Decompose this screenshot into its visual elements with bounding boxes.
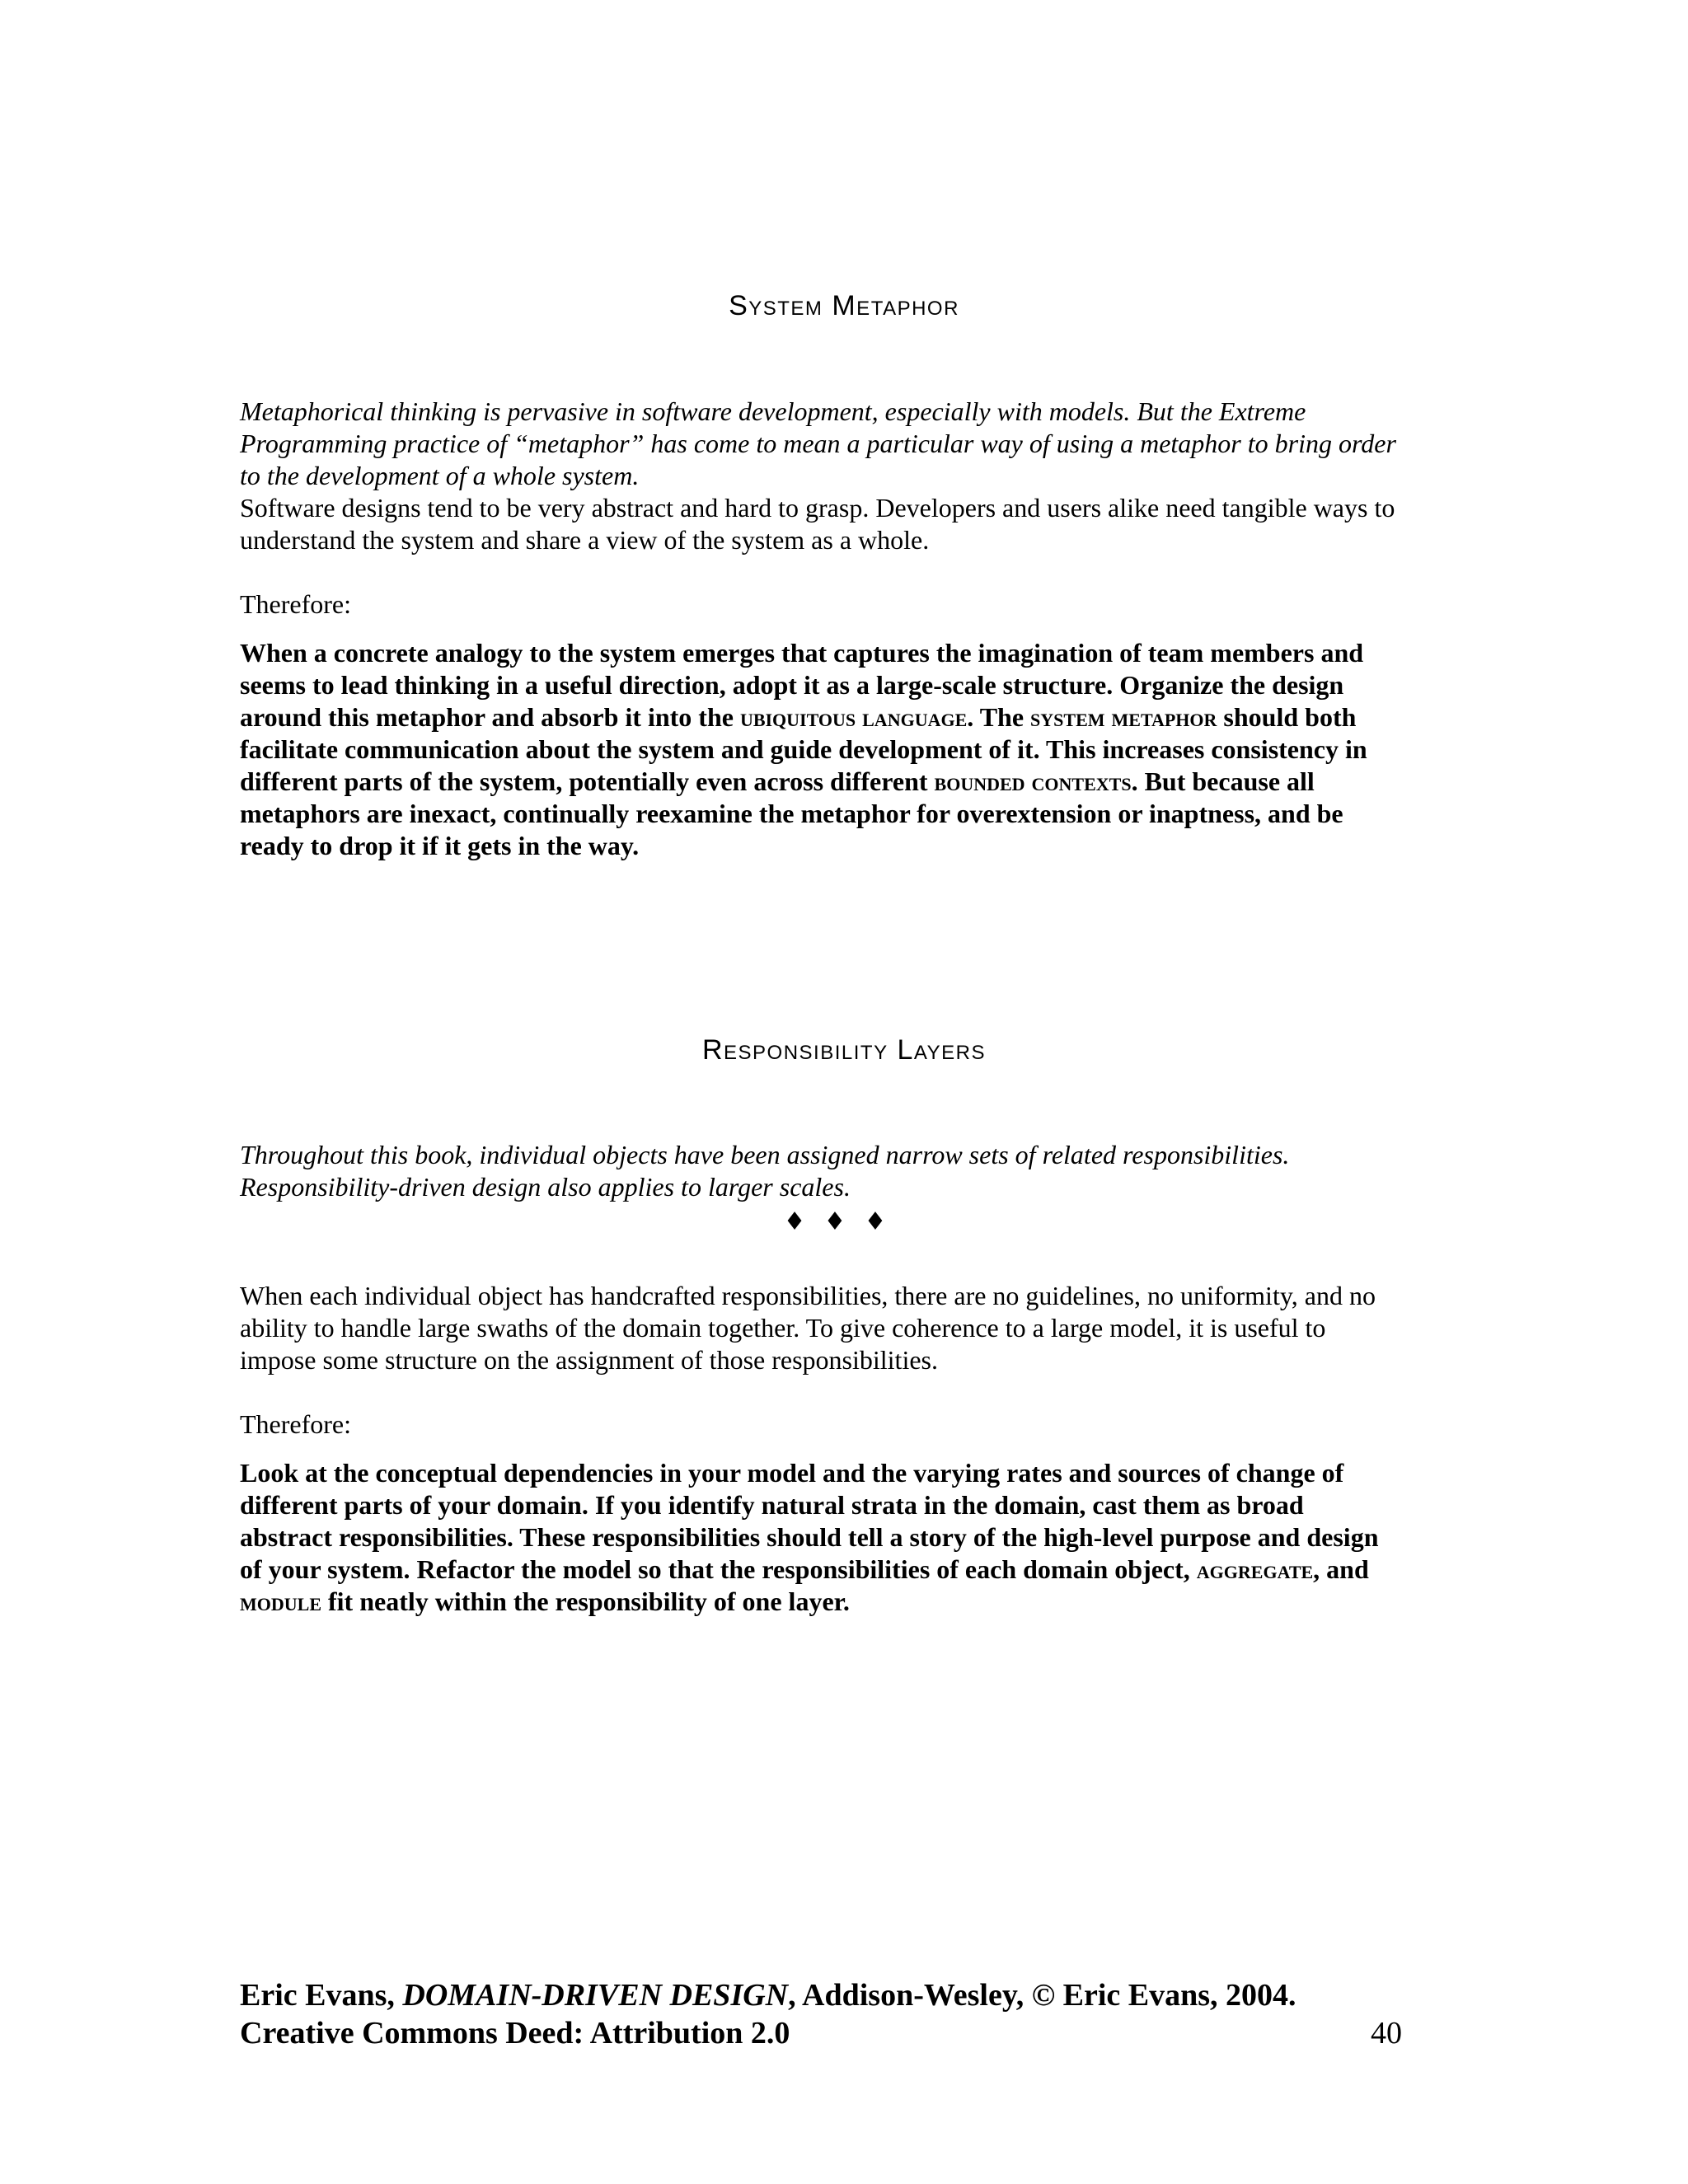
footer-citation	[240, 1976, 1402, 2014]
page-footer	[240, 1976, 1402, 2052]
footer-license: Creative Commons Deed: Attribution 2.0	[240, 2016, 790, 2050]
problem-paragraph: Software designs tend to be very abstract and hard to grasp. Developers and users alike need tangible ways to understand the system and share a view of the system as a whole.	[240, 493, 1395, 555]
section-title-responsibility-layers: Responsibility Layers	[701, 1034, 987, 1066]
intro-paragraph: Metaphorical thinking is pervasive in software development, especially with models. But the Extreme Programming practice of “metaphor” has come to mean a particular way of using a metaphor to bring order to the development of a whole system.	[240, 396, 1396, 490]
footer-book-title: DOMAIN-DRIVEN DESIGN	[402, 1978, 789, 2013]
footer-publisher: , Addison-Wesley, © Eric Evans, 2004.	[788, 1978, 1296, 2013]
section-responsibility-layers-body	[240, 1280, 1402, 1618]
therefore-label: Therefore:	[240, 589, 352, 619]
section-title-system-metaphor: System Metaphor	[729, 290, 959, 321]
footer-author: Eric Evans,	[240, 1978, 403, 2013]
solution-text: . But because all metaphors are inexact, continually reexamine the metaphor for overextension or inaptness, and be ready to drop it if it gets in the way.	[240, 766, 1343, 860]
term-bounded-contexts: bounded contexts	[934, 766, 1132, 796]
term-system-metaphor: system metaphor	[1030, 702, 1217, 732]
section-system-metaphor	[240, 396, 1402, 862]
solution-paragraph	[240, 1457, 1402, 1618]
section-responsibility-layers	[240, 1139, 1402, 1203]
solution-paragraph	[240, 637, 1402, 862]
solution-text: , and	[1313, 1554, 1369, 1584]
separator-diamonds: ♦♦♦	[783, 1207, 905, 1236]
solution-text: fit neatly within the responsibility of one layer.	[321, 1586, 850, 1616]
term-ubiquitous-language: ubiquitous language	[739, 702, 968, 732]
solution-text: . The	[967, 702, 1031, 732]
solution-text: When a concrete analogy to the system emerges that captures the imagination of team members and seems to lead thinking in a useful direction, adopt it as a large-scale structure. Organize the design around this metaphor and absorb it into the	[240, 638, 1364, 732]
page-number: 40	[1371, 2016, 1402, 2050]
therefore-label: Therefore:	[240, 1409, 352, 1439]
solution-text: Look at the conceptual dependencies in your model and the varying rates and sources of change of different parts of your domain. If you identify natural strata in the domain, cast them as broad abstract responsibilities. These responsibilities should tell a story of the high-level purpose and design of your system. Refactor the model so that the responsibilities of each domain object,	[240, 1458, 1379, 1584]
intro-paragraph: Throughout this book, individual objects have been assigned narrow sets of related responsibilities. Responsibility-driven design also applies to larger scales.	[240, 1140, 1290, 1202]
problem-paragraph: When each individual object has handcrafted responsibilities, there are no guidelines, no uniformity, and no ability to handle large swaths of the domain together. To give coherence to a large model, it is useful to impose some structure on the assignment of those responsibilities.	[240, 1281, 1376, 1375]
term-module: module	[240, 1586, 321, 1616]
solution-text: should both facilitate communication about the system and guide development of it. This increases consistency in different parts of the system, potentially even across different	[240, 702, 1367, 796]
term-aggregate: aggregate	[1196, 1554, 1314, 1584]
